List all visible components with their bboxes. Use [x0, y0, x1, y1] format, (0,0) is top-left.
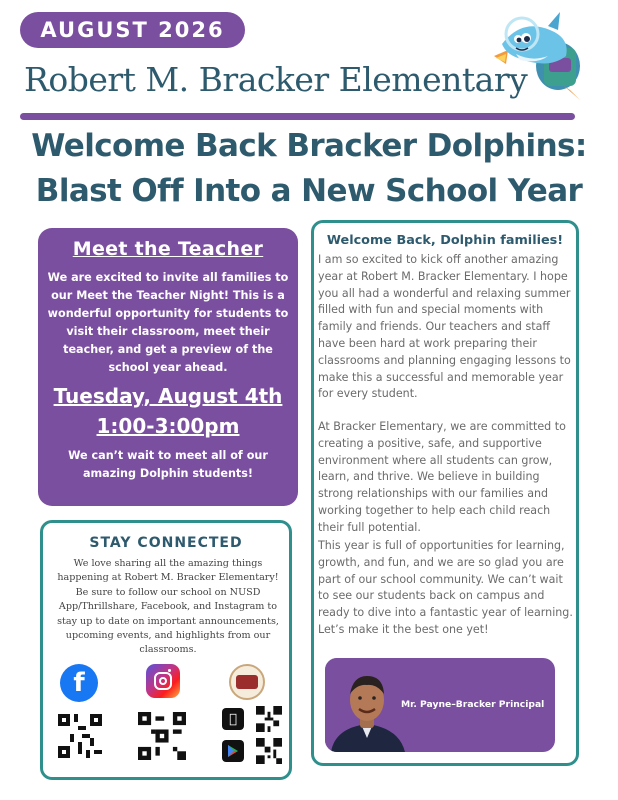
- facebook-icon[interactable]: [60, 664, 98, 702]
- meet-teacher-intro: We are excited to invite all families to our Meet the Teacher Night! This is a wonderful opportunity for students to visit their classroom, meet their teacher, and get a preview of the school year ahead.: [47, 271, 289, 374]
- google-play-qr-code[interactable]: [256, 738, 282, 764]
- nusd-logo[interactable]: [229, 664, 265, 700]
- letter-paragraph-2: At Bracker Elementary, we are committed to creating a positive, safe, and supportive environment where all students can grow, learn, and thrive. We believe in building strong relationships with our families and working together to help each child reach their full potential.: [318, 420, 566, 534]
- apple-icon[interactable]: [222, 708, 244, 730]
- date-banner: AUGUST 2026: [20, 12, 245, 48]
- instagram-qr-code[interactable]: [138, 712, 186, 760]
- meet-teacher-title: Meet the Teacher: [72, 238, 264, 260]
- headline: [10, 124, 608, 214]
- facebook-glyph: f: [73, 668, 85, 698]
- principal-signature-box: [325, 658, 555, 752]
- dolphin-mascot-icon: [488, 4, 598, 104]
- letter-title: Welcome Back, Dolphin families!: [326, 233, 564, 248]
- headline-line-2: Blast Off Into a New School Year: [35, 173, 583, 209]
- facebook-qr-code[interactable]: [58, 714, 102, 758]
- apple-app-qr-code[interactable]: [256, 706, 282, 732]
- principal-photo: [325, 658, 411, 752]
- letter-paragraph-1: I am so excited to kick off another amazing year at Robert M. Bracker Elementary. I hope you all had a wonderful and relaxing summer filled with fun and special moments with family and friends. Our teachers and staff have been hard at work preparing their classrooms and planning engaging lessons to make this a successful and memorable year for every student.: [318, 253, 571, 401]
- event-date: Tuesday, August 4th: [53, 384, 283, 408]
- google-play-icon[interactable]: [222, 740, 244, 762]
- event-time: 1:00-3:00pm: [96, 414, 240, 438]
- letter-paragraph-3: This year is full of opportunities for learning, growth, and fun, and we are so glad you are part of our school community. We can’t wait to see our students back on campus and ready to dive into a fantastic year of learning. Let’s make it the best one yet!: [318, 539, 573, 636]
- meet-the-teacher-card: [38, 228, 298, 506]
- instagram-icon[interactable]: [146, 664, 180, 698]
- meet-teacher-outro: We can’t wait to meet all of our amazing Dolphin students!: [68, 449, 268, 480]
- stay-connected-title: STAY CONNECTED: [89, 535, 243, 551]
- headline-line-1: Welcome Back Bracker Dolphins:: [31, 128, 587, 164]
- header-divider: [20, 113, 575, 120]
- stay-connected-body: We love sharing all the amazing things happening at Robert M. Bracker Elementary! Be sure to follow our school on NUSD App/Thrillshare, Facebook, and Instagram to stay up to date on important announcements, upcoming events, and highlights from our classrooms.: [57, 558, 279, 656]
- school-name: Robert M. Bracker Elementary: [24, 60, 528, 99]
- principal-name: Mr. Payne–Bracker Principal: [401, 699, 545, 710]
